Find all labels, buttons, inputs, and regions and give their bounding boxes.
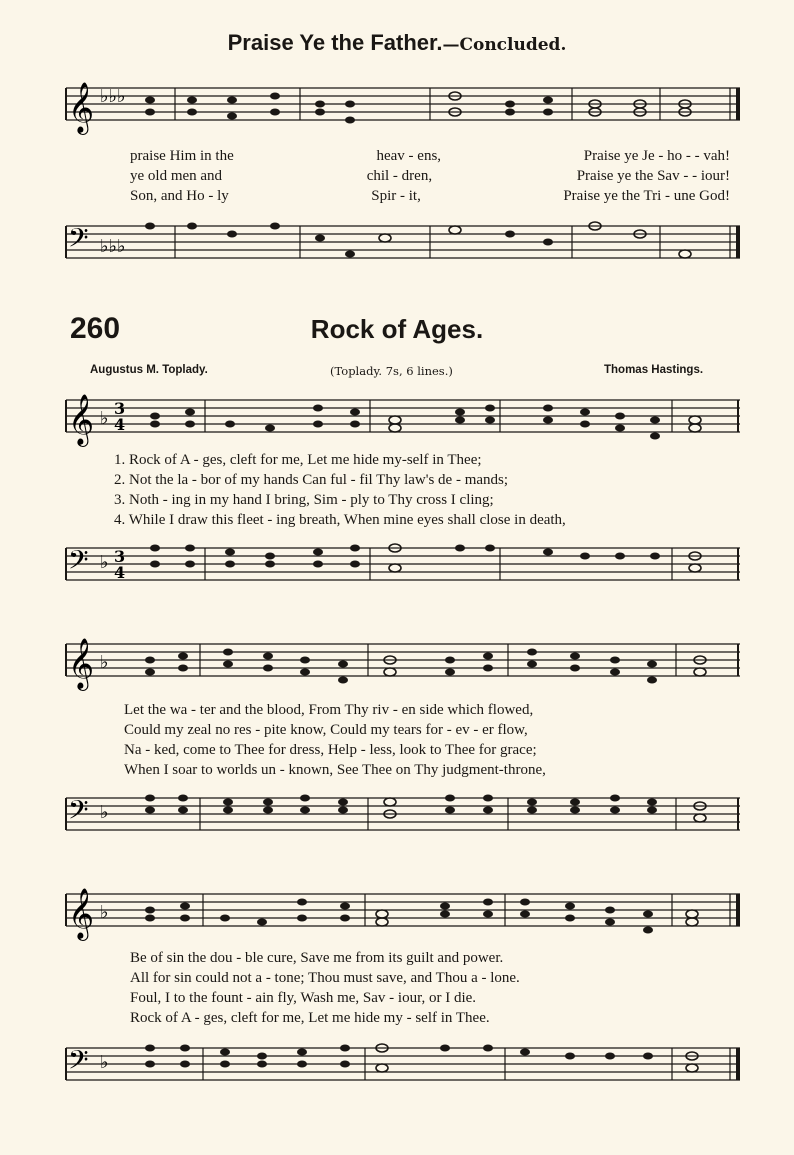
system-3-treble-staff bbox=[0, 878, 794, 948]
svg-text:♭: ♭ bbox=[100, 552, 109, 573]
system-1-bass-staff bbox=[0, 532, 794, 602]
page-header bbox=[0, 30, 794, 56]
prev-treble-staff bbox=[0, 72, 794, 142]
system-1-verse-4: 4. While I draw this fleet - ing breath, When mine eyes shall close in death, bbox=[114, 512, 566, 528]
svg-text:𝄞: 𝄞 bbox=[68, 638, 95, 689]
system-2-verse-3: Na - ked, come to Thee for dress, Help - less, look to Thee for grace; bbox=[124, 742, 537, 758]
prev-bass-staff bbox=[0, 210, 794, 280]
system-2-verse-4: When I soar to worlds un - known, See Thee on Thy judgment-throne, bbox=[124, 762, 546, 778]
svg-text:𝄢: 𝄢 bbox=[68, 544, 89, 582]
prev-verse-3 bbox=[130, 186, 730, 206]
prev-verse-1-b: heav - ens, bbox=[376, 148, 442, 164]
prev-verse-1-a: praise Him in the bbox=[130, 148, 234, 164]
header-title: Praise Ye the Father. bbox=[227, 30, 443, 55]
svg-text:♭: ♭ bbox=[100, 408, 109, 429]
hymn-title: Rock of Ages. bbox=[310, 314, 484, 344]
system-3-verse-2: All for sin could not a - tone; Thou must save, and Thou a - lone. bbox=[130, 970, 520, 986]
system-3-verse-4: Rock of A - ges, cleft for me, Let me hide my - self in Thee. bbox=[130, 1010, 490, 1026]
system-2-verse-1: Let the wa - ter and the blood, From Thy riv - en side which flowed, bbox=[124, 702, 534, 718]
hymn-number: 260 bbox=[70, 312, 121, 345]
prev-verse-3-c: Praise ye the Tri - une God! bbox=[563, 188, 730, 204]
svg-text:♭: ♭ bbox=[100, 652, 109, 673]
prev-verse-3-b: Spir - it, bbox=[371, 188, 421, 204]
system-3-bass-staff bbox=[0, 1032, 794, 1102]
hymn-composer: Thomas Hastings. bbox=[604, 364, 704, 376]
prev-verse-3-a: Son, and Ho - ly bbox=[130, 188, 229, 204]
svg-text:𝄞: 𝄞 bbox=[68, 888, 95, 939]
hymn-tune: (Toplady. 7s, 6 lines.) bbox=[330, 364, 453, 378]
svg-text:3: 3 bbox=[114, 399, 126, 418]
prev-verse-2-a: ye old men and bbox=[130, 168, 223, 184]
system-1-verse-1: 1. Rock of A - ges, cleft for me, Let me hide my-self in Thee; bbox=[114, 452, 482, 468]
svg-text:𝄢: 𝄢 bbox=[68, 794, 89, 832]
prev-verse-2-b: chil - dren, bbox=[366, 168, 433, 184]
svg-text:𝄢: 𝄢 bbox=[68, 1044, 89, 1082]
system-3-verse-3: Foul, I to the fount - ain fly, Wash me, Sav - iour, or I die. bbox=[130, 990, 477, 1006]
system-1-treble-staff bbox=[0, 384, 794, 454]
svg-text:4: 4 bbox=[114, 415, 126, 434]
svg-text:♭♭♭: ♭♭♭ bbox=[100, 86, 126, 107]
svg-text:𝄞: 𝄞 bbox=[68, 394, 95, 445]
header-suffix: —Concluded. bbox=[442, 35, 567, 55]
system-3-verse-1: Be of sin the dou - ble cure, Save me from its guilt and power. bbox=[130, 950, 504, 966]
system-2-bass-staff bbox=[0, 782, 794, 852]
svg-text:4: 4 bbox=[114, 563, 126, 582]
svg-text:♭: ♭ bbox=[100, 902, 109, 923]
svg-text:𝄢: 𝄢 bbox=[68, 222, 89, 260]
prev-verse-2-c: Praise ye the Sav - - iour! bbox=[576, 168, 730, 184]
svg-text:♭: ♭ bbox=[100, 802, 109, 823]
svg-text:♭♭♭: ♭♭♭ bbox=[100, 236, 126, 257]
svg-text:𝄞: 𝄞 bbox=[68, 82, 95, 133]
system-2-treble-staff bbox=[0, 628, 794, 698]
prev-verse-1-c: Praise ye Je - ho - - vah! bbox=[583, 148, 730, 164]
prev-verse-2 bbox=[130, 166, 730, 186]
hymn-author: Augustus M. Toplady. bbox=[90, 364, 208, 376]
system-1-verse-3: 3. Noth - ing in my hand I bring, Sim - ply to Thy cross I cling; bbox=[114, 492, 494, 508]
svg-text:3: 3 bbox=[114, 547, 126, 566]
svg-text:♭: ♭ bbox=[100, 1052, 109, 1073]
system-2-verse-2: Could my zeal no res - pite know, Could my tears for - ev - er flow, bbox=[124, 722, 528, 738]
system-1-verse-2: 2. Not the la - bor of my hands Can ful - fil Thy law's de - mands; bbox=[114, 472, 509, 488]
prev-verse-1 bbox=[130, 146, 730, 166]
